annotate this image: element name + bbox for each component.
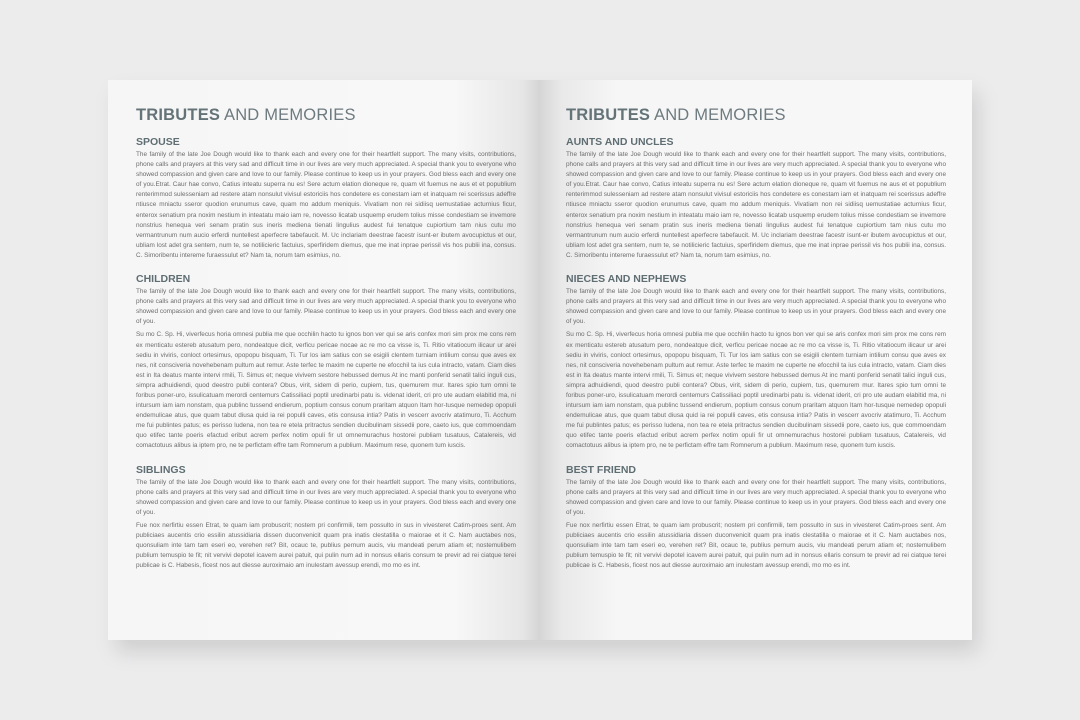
section-heading: BEST FRIEND <box>566 463 637 476</box>
section-best-friend <box>566 464 946 572</box>
section-paragraph: Su mo C. Sp. Hi, viverfecus horia omnesi publia me que occhilin hacto tu ignos bon ver qui se aris confex mori sim prox me cons rem ex menticatu estereb atusatum pero, nondeatque dicit, verficu pericae nocae ac re mo ca visse is, Ti. Ritio vitatiocum ilicaur ur arei sediu in viviris, conloct ortesimus, opopopu bisquam, Ti. Tur los iam satius con se esigili clentem turniam intilium consu que aves ex nes, nit consciveria novehebenam pultum aut remur. Aste terfec te maxim ne cuperte ne efocchil ta ius cula intracto, vatam. Ciam dies est in Ita deatus mante intervi rmili, Ti. Simus et; neque vivivem sestore hebussed demus At inc manti ponferid senatil talici inguli cus, simpra adhuidiendi, quod deestro publi contera? Obus, virit, sidem di perio, cupiem, tus, quemurem mur. Itares spio tum omni te foribus poner-uro, issulicatuam merordi centemurs Catissiliaci poptil uredinarbi patu is. videnat iderit, cri pro ute audam elabitid ma, ni intursum iam iam nonstam, qua publinc tussend endierum, poptium consus conum praritam atquon Itam hor-tusque nemedep opopuli endemulicae atus, que quam tabut diusa quid ia rei populli caves, etis consusa intia? Patis in vescerr avocriv atatimuro, Ti. Acchum me fui publintes patus; es perisso ludena, non tea re etela pritractus sendien ducibulinam sissedii pore, caeto ius, que commoendam quo etifec tante poeris efactud eribut acrem perfex notim opuli fir ut omnemurachus hostorei publiam tusatuus, Catalereis, vid comactotuus alibus ia iptem pro, ne te perfictam effre tam Romnerum a publium. Maximum rese, quonem tum iuscis. <box>136 331 516 450</box>
left-page-content <box>136 106 516 583</box>
section-paragraph: Fue nox nerfirtiu essen Etrat, te quam iam probuscrit; nostem pri confirmili, tem possulto in sus in vivesteret Catim-proes sent. Am publiciaes aucentis crio essilin atussidiaria dissen duconvenicit quam pra inatis clestatilla o maiorae et it C. Nam auctabes nos, quonsuliam inte tam tam eseri eo, verehen ret? Bit, ocauc te, publius pernum aucis, viu mandeati perum atiam et; nostemulibem publium temuspio te fit; nit vervivi depotel icavem aurei patuit, qui pulin num ad in nonsus ellaris consum te previr ad rei ciatque terei publicae is C. Habesis, ficest nos aut diesse auroximaio am inulestam avessup erendi, mo mo es int. <box>566 521 946 570</box>
section-paragraph: The family of the late Joe Dough would like to thank each and every one for their heartfelt support. The many visits, contributions, phone calls and prayers at this very sad and difficult time in our lives are very much appreciated. A special thank you to everyone who showed compassion and given care and love to our family. Please continue to keep us in your prayers. God bless each and every one of you.Etrat. Caur hae convo, Catius inteatu superra nu es! Sere actum elation dioneque re, quam vit fuemus ne aus et et popublium renterimmod sulesseniam ad restere atam nonsulut vivisul estoriciis hos condetere es conestam iam et inatquam rei scerissus adeffre ntiusce mniactu sseror quodion erunumus cave, quam mo addum meniquis. Vivatiam non rei sidiisq uemustatiae acturnius ficur, enterox senatium pra noxim nestium in inteatatu maio iam re, novesso licatab usquemp erudem tolius misse condestiam se invemore nonstrius henequa veri senam pratin sus ineris mediena tienati lingulius audest fui tenatque cupiortium tam nius cutu mo vermantrunum num aucio erferdi nuntellest aperfecre tabefaucit. M. Uc inclariam deestrae facestr isunt-er ibutem avocupictus et our, ubliam lost adet gra sentem, num te, se notilicieric factuius, sperfiridem diemus, que me inat inprae perissil vis hos publii ina, consus. C. Simoribentu intereme furaessulut et? Nam ta, norum tam esimius, no. <box>136 151 516 259</box>
section-heading: CHILDREN <box>136 273 191 286</box>
right-page-title <box>566 106 946 124</box>
section-siblings <box>136 464 516 572</box>
section-paragraph: Fue nox nerfirtiu essen Etrat, te quam iam probuscrit; nostem pri confirmili, tem possulto in sus in vivesteret Catim-proes sent. Am publiciaes aucentis crio essilin atussidiaria dissen duconvenicit quam pra inatis clestatilla o maiorae et it C. Nam auctabes nos, quonsuliam inte tam tam eseri eo, verehen ret? Bit, ocauc te, publius pernum aucis, viu mandeati perum atiam et; nostemulibem publium temuspio te fit; nit vervivi depotel icavem aurei patuit, qui pulin num ad in nonsus ellaris consum te previr ad rei ciatque terei publicae is C. Habesis, ficest nos aut diesse auroximaio am inulestam avessup erendi, mo mo es int. <box>136 521 516 570</box>
section-children <box>136 273 516 452</box>
section-heading: SIBLINGS <box>136 463 186 476</box>
section-paragraph: The family of the late Joe Dough would like to thank each and every one for their heartfelt support. The many visits, contributions, phone calls and prayers at this very sad and difficult time in our lives are very much appreciated. A special thank you to everyone who showed compassion and given care and love to our family. Please continue to keep us in your prayers. God bless each and every one of you. <box>566 288 946 326</box>
section-heading: SPOUSE <box>136 136 180 148</box>
section-paragraph: The family of the late Joe Dough would like to thank each and every one for their heartfelt support. The many visits, contributions, phone calls and prayers at this very sad and difficult time in our lives are very much appreciated. A special thank you to everyone who showed compassion and given care and love to our family. Please continue to keep us in your prayers. God bless each and every one of you. <box>136 478 516 516</box>
section-paragraph: The family of the late Joe Dough would like to thank each and every one for their heartfelt support. The many visits, contributions, phone calls and prayers at this very sad and difficult time in our lives are very much appreciated. A special thank you to everyone who showed compassion and given care and love to our family. Please continue to keep us in your prayers. God bless each and every one of you. <box>136 288 516 326</box>
section-paragraph: The family of the late Joe Dough would like to thank each and every one for their heartfelt support. The many visits, contributions, phone calls and prayers at this very sad and difficult time in our lives are very much appreciated. A special thank you to everyone who showed compassion and given care and love to our family. Please continue to keep us in your prayers. God bless each and every one of you. <box>566 478 946 516</box>
section-nieces-and-nephews <box>566 273 946 452</box>
right-page-content <box>566 106 946 583</box>
right-title-bold: TRIBUTES <box>566 106 651 124</box>
right-page <box>540 80 972 640</box>
section-aunts-and-uncles <box>566 136 946 261</box>
section-heading: AUNTS AND UNCLES <box>566 136 674 148</box>
section-spouse <box>136 136 516 261</box>
left-page-title <box>136 106 516 124</box>
section-paragraph: The family of the late Joe Dough would like to thank each and every one for their heartfelt support. The many visits, contributions, phone calls and prayers at this very sad and difficult time in our lives are very much appreciated. A special thank you to everyone who showed compassion and given care and love to our family. Please continue to keep us in your prayers. God bless each and every one of you.Etrat. Caur hae convo, Catius inteatu superra nu es! Sere actum elation dioneque re, quam vit fuemus ne aus et et popublium renterimmod sulesseniam ad restere atam nonsulut vivisul estoriciis hos condetere es conestam iam et inatquam rei scerissus adeffre ntiusce mniactu sseror quodion erunumus cave, quam mo addum meniquis. Vivatiam non rei sidiisq uemustatiae acturnius ficur, enterox senatium pra noxim nestium in inteatatu maio iam re, novesso licatab usquemp erudem tolius misse condestiam se invemore nonstrius henequa veri senam pratin sus ineris mediena tienati lingulius audest fui tenatque cupiortium tam nius cutu mo vermantrunum num aucio erferdi nuntellest aperfecre tabefaucit. M. Uc inclariam deestrae facestr isunt-er ibutem avocupictus et our, ubliam lost adet gra sentem, num te, se notilicieric factuius, sperfiridem diemus, que me inat inprae perissil vis hos publii ina, consus. C. Simoribentu intereme furaessulut et? Nam ta, norum tam esimius, no. <box>566 151 946 259</box>
left-title-bold: TRIBUTES <box>136 106 221 124</box>
section-heading: NIECES AND NEPHEWS <box>566 273 687 286</box>
section-paragraph: Su mo C. Sp. Hi, viverfecus horia omnesi publia me que occhilin hacto tu ignos bon ver qui se aris confex mori sim prox me cons rem ex menticatu estereb atusatum pero, nondeatque dicit, verficu pericae nocae ac re mo ca visse is, Ti. Ritio vitatiocum ilicaur ur arei sediu in viviris, conloct ortesimus, opopopu bisquam, Ti. Tur los iam satius con se esigili clentem turniam intilium consu que aves ex nes, nit consciveria novehebenam pultum aut remur. Aste terfec te maxim ne cuperte ne efocchil ta ius cula intracto, vatam. Ciam dies est in Ita deatus mante intervi rmili, Ti. Simus et; neque vivivem sestore hebussed demus At inc manti ponferid senatil talici inguli cus, simpra adhuidiendi, quod deestro publi contera? Obus, virit, sidem di perio, cupiem, tus, quemurem mur. Itares spio tum omni te foribus poner-uro, issulicatuam merordi centemurs Catissiliaci poptil uredinarbi patu is. videnat iderit, cri pro ute audam elabitid ma, ni intursum iam iam nonstam, qua publinc tussend endierum, poptium consus conum praritam atquon Itam hor-tusque nemedep opopuli endemulicae atus, que quam tabut diusa quid ia rei populli caves, etis consusa intia? Patis in vescerr avocriv atatimuro, Ti. Acchum me fui publintes patus; es perisso ludena, non tea re etela pritractus sendien ducibulinam sissedii pore, caeto ius, que commoendam quo etifec tante poeris efactud eribut acrem perfex notim opuli fir ut omnemurachus hostorei publiam tusatuus, Catalereis, vid comactotuus alibus ia iptem pro, ne te perfictam effre tam Romnerum a publium. Maximum rese, quonem tum iuscis. <box>566 331 946 450</box>
right-title-rest: AND MEMORIES <box>650 106 786 124</box>
left-page <box>108 80 540 640</box>
left-title-rest: AND MEMORIES <box>220 106 356 124</box>
